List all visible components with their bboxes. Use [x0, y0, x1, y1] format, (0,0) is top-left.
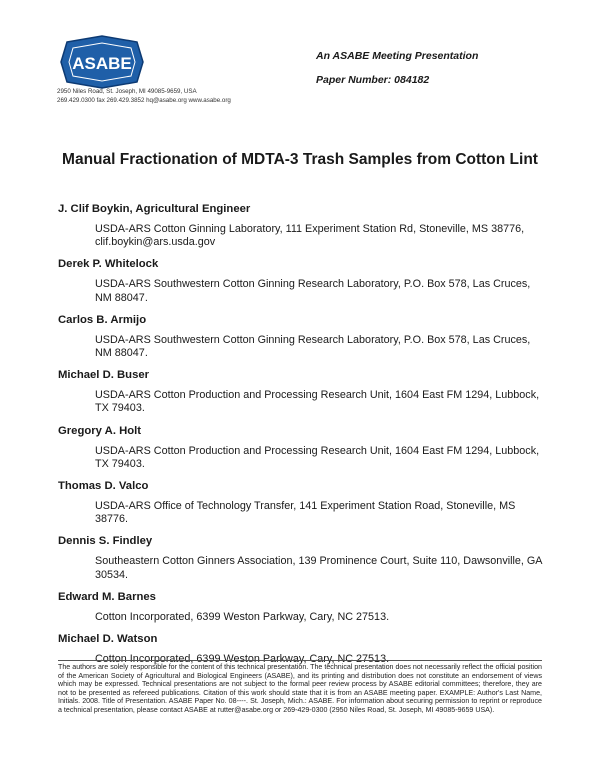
society-address — [57, 87, 231, 105]
paper-title: Manual Fractionation of MDTA-3 Trash Samples from Cotton Lint — [62, 151, 538, 168]
author-entry — [58, 312, 548, 360]
author-name: Derek P. Whitelock — [58, 258, 159, 271]
author-entry — [58, 423, 548, 471]
author-affiliation: USDA-ARS Southwestern Cotton Ginning Research Laboratory, P.O. Box 578, Las Cruces, NM 88047. — [95, 333, 531, 360]
author-name: Edward M. Barnes — [58, 590, 156, 603]
paper-number: Paper Number: 084182 — [316, 74, 430, 86]
author-affiliation: USDA-ARS Southwestern Cotton Ginning Research Laboratory, P.O. Box 578, Las Cruces, NM 88047. — [95, 278, 531, 304]
address-line-1: 2950 Niles Road, St. Joseph, MI 49085-9659, USA — [57, 88, 197, 95]
author-entry — [58, 256, 548, 304]
author-entry — [58, 533, 548, 581]
author-affiliation: Cotton Incorporated, 6399 Weston Parkway, Cary, NC 27513. — [95, 610, 390, 623]
author-affiliation: Southeastern Cotton Ginners Association, 139 Prominence Court, Suite 110, Dawsonville, GA 30534. — [95, 555, 542, 581]
footnote-divider — [58, 660, 542, 661]
author-affiliation: USDA-ARS Cotton Production and Processing Research Unit, 1604 East FM 1294, Lubbock, TX 79403. — [95, 389, 540, 415]
author-affiliation: USDA-ARS Cotton Production and Processing Research Unit, 1604 East FM 1294, Lubbock, TX 79403. — [95, 444, 540, 470]
author-entry — [58, 367, 548, 415]
author-entry — [58, 478, 548, 526]
author-affiliation: USDA-ARS Cotton Ginning Laboratory, 111 Experiment Station Rd, Stoneville, MS 38776, clif.boykin@ars.usda.gov — [95, 223, 525, 249]
author-name: Thomas D. Valco — [58, 480, 149, 493]
author-list — [58, 201, 548, 673]
author-name: J. Clif Boykin, Agricultural Engineer — [58, 203, 251, 215]
meeting-label: An ASABE Meeting Presentation — [316, 50, 479, 62]
author-name: Carlos B. Armijo — [58, 313, 147, 326]
author-name: Dennis S. Findley — [58, 535, 153, 548]
author-name: Michael D. Watson — [58, 633, 158, 646]
asabe-logo — [57, 34, 147, 90]
author-affiliation: USDA-ARS Office of Technology Transfer, 141 Experiment Station Road, Stoneville, MS 38776. — [95, 500, 516, 526]
author-name: Gregory A. Holt — [58, 424, 142, 437]
logo-text: ASABE — [72, 54, 132, 73]
disclaimer-footnote: The authors are solely responsible for the content of this technical presentation. The technical presentation does not necessarily reflect the official position of the American Society of Agricultural and Biological Engineers (ASABE), and its printing and distribution does not constitute an endorsement of views which may be expressed. Technical presentations are not subject to the formal peer review process by ASABE editorial committees; therefore, they are not to be presented as refereed publications. Citation of this work should state that it is from an ASABE meeting paper. EXAMPLE: Author's Last Name, Initials. 2008. Title of Presentation. ASABE Paper No. 08----. St. Joseph, Mich.: ASABE. For information about securing permission to reprint or reproduce a technical presentation, please contact ASABE at rutter@asabe.org or 269-429-0300 (2950 Niles Road, St. Joseph, MI 49085-9659 USA). — [58, 663, 542, 714]
address-line-2: 269.429.0300 fax 269.429.3852 hq@asabe.org www.asabe.org — [57, 97, 231, 104]
author-entry — [58, 589, 548, 624]
author-affiliation: Cotton Incorporated, 6399 Weston Parkway, Cary, NC 27513. — [95, 653, 390, 666]
author-entry — [58, 201, 548, 249]
author-name: Michael D. Buser — [58, 369, 150, 382]
